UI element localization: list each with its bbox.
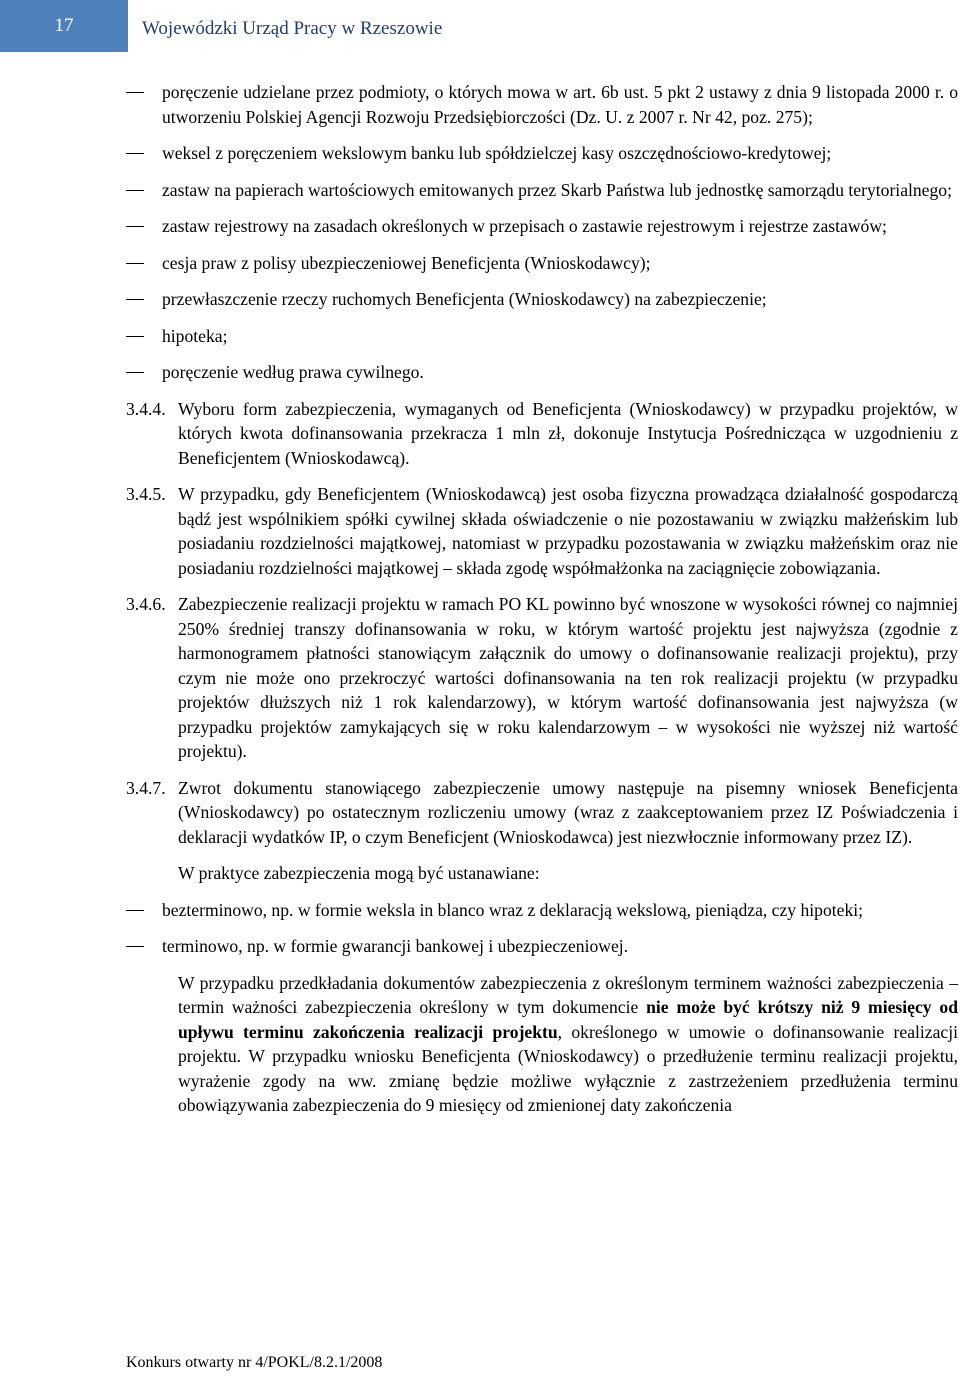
practice-intro: W praktyce zabezpieczenia mogą być ustanawiane: <box>178 863 540 883</box>
section-number: 3.4.7. <box>126 777 166 798</box>
header-title: Wojewódzki Urząd Pracy w Rzeszowie <box>142 18 443 39</box>
list-item: bezterminowo, np. w formie weksla in blanco wraz z deklaracją wekslową, pieniądza, czy hipoteki; <box>126 898 958 923</box>
section-number: 3.4.6. <box>126 594 166 614</box>
list-item: poręczenie udzielane przez podmioty, o których mowa w art. 6b ust. 5 pkt 2 ustawy z dnia 9 listopada 2000 r. o utworzeniu Polskiej Agencji Rozwoju Przedsiębiorczości (Dz. U. z 2007 r. Nr 42, poz. 275); <box>126 80 958 129</box>
section-3-4-7 <box>126 776 958 850</box>
final-paragraph-text-end: , określonego w umowie o dofinansowanie realizacji projektu. W przypadku wniosku Beneficjenta (Wnioskodawcy) o przedłużenie terminu realizacji projektu, wyrażenie zgody na ww. zmianę będzie możliwe wyłącznie z zastrzeżeniem przedłużenia terminu obowiązywania zabezpieczenia do 9 miesięcy od zmienionej daty zakończenia <box>178 1021 958 1115</box>
section-number: 3.4.4. <box>126 398 166 419</box>
section-text: W przypadku, gdy Beneficjentem (Wnioskodawcą) jest osoba fizyczna prowadząca działalność gospodarczą bądź jest wspólnikiem spółki cywilnej składa oświadczenie o nie pozostawaniu w związku małżeńskim lub posiadaniu rozdzielności majątkowej, natomiast w przypadku pozostawania w związku małżeńskim oraz nie posiadaniu rozdzielności majątkowej – składa zgodę współmałżonka na zaciągnięcie zobowiązania. <box>178 484 958 578</box>
section-text: Zabezpieczenie realizacji projektu w ramach PO KL powinno być wnoszone w wysokości równej co najmniej 250% średniej transzy dofinansowania w roku, w którym wartość projektu jest najwyższa (zgodnie z harmonogramem płatności stanowiącym załącznik do umowy o dofinansowanie realizacji projektu), przy czym nie może ono przekroczyć wartości dofinansowania na ten rok realizacji projektu (w przypadku projektów dłuższych niż 1 rok kalendarzowy), w którym wartość dofinansowania jest najwyższa (w przypadku projektów zamykających się w roku kalendarzowym – w wysokości nie wyższej niż wartość projektu). <box>178 594 958 761</box>
section-text: Zwrot dokumentu stanowiącego zabezpieczenie umowy następuje na pisemny wniosek Beneficjenta (Wnioskodawcy) po ostatecznym rozliczeniu umowy (wraz z zaakceptowaniem przez IZ Poświadczenia i deklaracji wydatków IP, o czym Beneficjent (Wnioskodawca) jest niezwłocznie informowany przez IZ). <box>178 777 958 847</box>
list-item: zastaw rejestrowy na zasadach określonych w przepisach o zastawie rejestrowym i rejestrze zastawów; <box>126 214 958 239</box>
list-item: hipoteka; <box>126 324 958 349</box>
list-item: zastaw na papierach wartościowych emitowanych przez Skarb Państwa lub jednostkę samorządu terytorialnego; <box>126 178 958 203</box>
final-paragraph-emphasis: nie może być krótszy niż 9 miesięcy od upływu terminu zakończenia realizacji projektu <box>178 997 958 1042</box>
section-text: Wyboru form zabezpieczenia, wymaganych od Beneficjenta (Wnioskodawcy) w przypadku projektów, w których kwota dofinansowania przekracza 1 mln zł, dokonuje Instytucja Pośrednicząca w uzgodnieniu z Beneficjentem (Wnioskodawcą). <box>178 398 958 468</box>
list-item: terminowo, np. w formie gwarancji bankowej i ubezpieczeniowej. <box>126 934 958 959</box>
section-3-4-5 <box>126 482 958 580</box>
list-item: przewłaszczenie rzeczy ruchomych Beneficjenta (Wnioskodawcy) na zabezpieczenie; <box>126 287 958 312</box>
section-3-4-4 <box>126 397 958 471</box>
bullet-list-security-terms <box>126 898 958 959</box>
section-number: 3.4.5. <box>126 484 166 504</box>
list-item: cesja praw z polisy ubezpieczeniowej Beneficjenta (Wnioskodawcy); <box>126 251 958 276</box>
page-number-badge: 17 <box>0 0 128 52</box>
list-item: poręczenie według prawa cywilnego. <box>126 360 958 385</box>
final-paragraph <box>126 971 958 1118</box>
document-body <box>126 80 958 1130</box>
footer-competition-id: Konkurs otwarty nr 4/POKL/8.2.1/2008 <box>126 1354 383 1371</box>
list-item: weksel z poręczeniem wekslowym banku lub spółdzielczej kasy oszczędnościowo-kredytowej; <box>126 141 958 166</box>
bullet-list-security-forms <box>126 80 958 385</box>
final-paragraph-text: W przypadku przedkładania dokumentów zabezpieczenia z określonym terminem ważności zabezpieczenia – termin ważności zabezpieczenia określony w tym dokumencie <box>178 972 958 1017</box>
section-3-4-6 <box>126 592 958 764</box>
